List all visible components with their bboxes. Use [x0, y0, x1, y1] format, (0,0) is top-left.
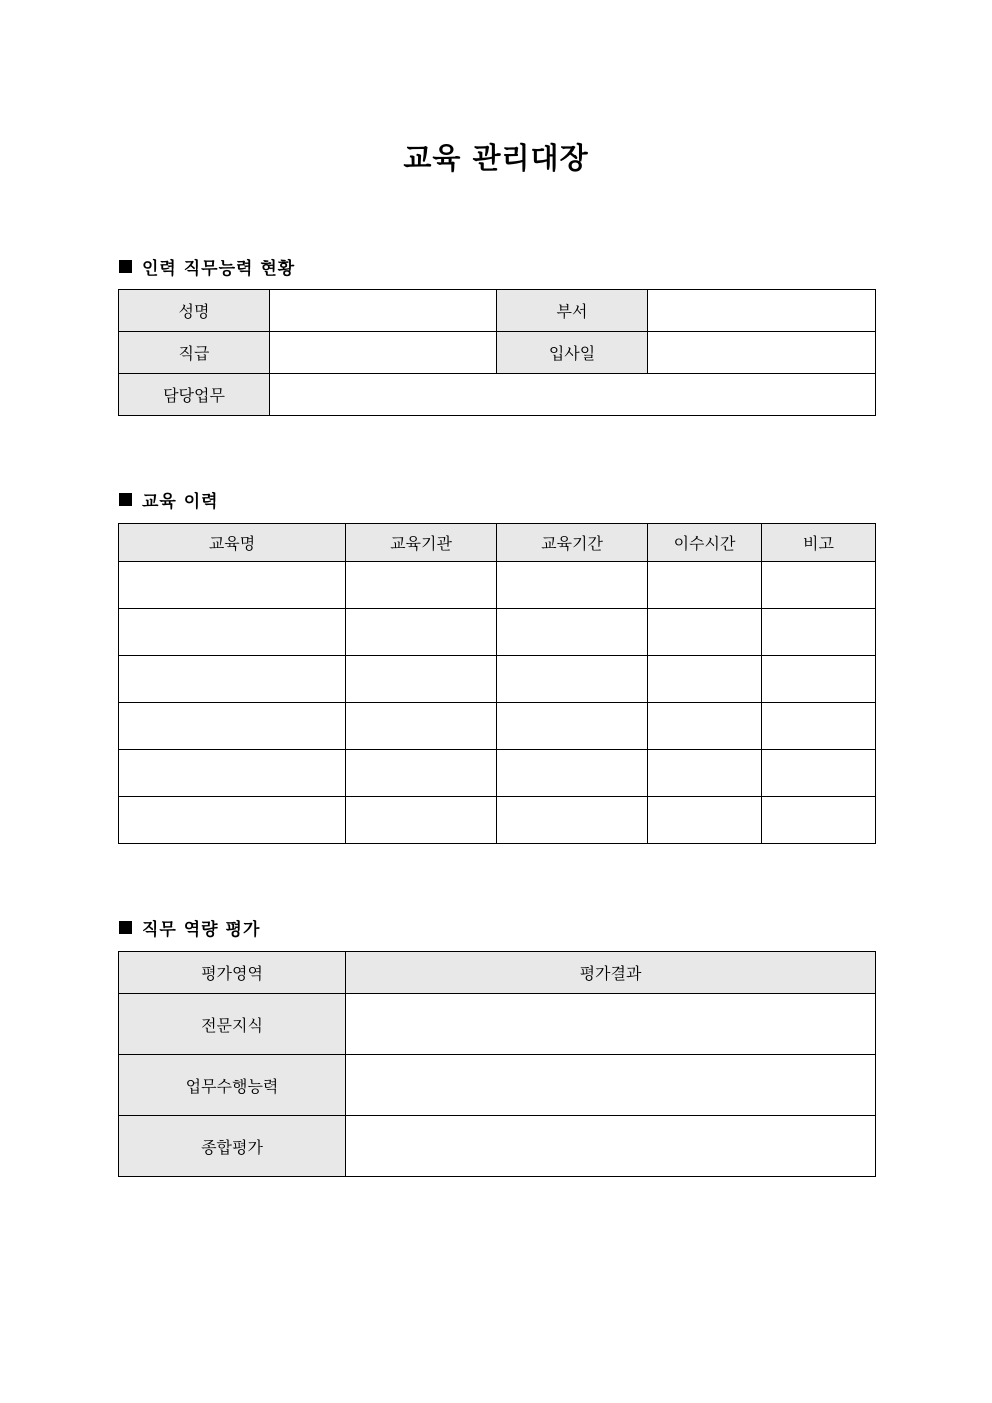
section-heading-staff-competency [119, 254, 295, 279]
evaluation-result-cell[interactable] [346, 994, 876, 1055]
section-heading-label: 직무 역량 평가 [142, 920, 261, 940]
hours-cell[interactable] [648, 656, 762, 703]
hours-cell[interactable] [648, 609, 762, 656]
table-row [119, 1116, 876, 1177]
course-name-cell[interactable] [119, 562, 346, 609]
column-header-remarks: 비고 [762, 524, 876, 562]
institution-cell[interactable] [346, 797, 497, 844]
course-name-cell[interactable] [119, 750, 346, 797]
institution-cell[interactable] [346, 703, 497, 750]
duties-field[interactable] [270, 374, 876, 416]
evaluation-area-label: 전문지식 [119, 994, 346, 1055]
section-heading-competency-evaluation [119, 915, 260, 940]
period-cell[interactable] [497, 797, 648, 844]
evaluation-area-label: 종합평가 [119, 1116, 346, 1177]
remarks-cell[interactable] [762, 797, 876, 844]
course-name-cell[interactable] [119, 797, 346, 844]
remarks-cell[interactable] [762, 703, 876, 750]
course-name-cell[interactable] [119, 656, 346, 703]
hire-date-field[interactable] [648, 332, 876, 374]
position-label: 직급 [119, 332, 270, 374]
period-cell[interactable] [497, 656, 648, 703]
institution-cell[interactable] [346, 656, 497, 703]
hours-cell[interactable] [648, 750, 762, 797]
course-name-cell[interactable] [119, 703, 346, 750]
table-row [119, 703, 876, 750]
hours-cell[interactable] [648, 562, 762, 609]
column-header-evaluation-result: 평가결과 [346, 952, 876, 994]
column-header-course-name: 교육명 [119, 524, 346, 562]
period-cell[interactable] [497, 562, 648, 609]
table-row [119, 750, 876, 797]
period-cell[interactable] [497, 609, 648, 656]
section-heading-training-history [119, 487, 219, 512]
name-field[interactable] [270, 290, 497, 332]
section-heading-label: 교육 이력 [142, 492, 219, 512]
square-bullet-icon [119, 260, 132, 273]
hours-cell[interactable] [648, 703, 762, 750]
column-header-institution: 교육기관 [346, 524, 497, 562]
institution-cell[interactable] [346, 562, 497, 609]
table-row [119, 994, 876, 1055]
section-heading-label: 인력 직무능력 현황 [142, 259, 296, 279]
training-history-table [118, 523, 876, 844]
remarks-cell[interactable] [762, 609, 876, 656]
evaluation-result-cell[interactable] [346, 1116, 876, 1177]
table-row [119, 1055, 876, 1116]
remarks-cell[interactable] [762, 562, 876, 609]
square-bullet-icon [119, 493, 132, 506]
table-row [119, 609, 876, 656]
square-bullet-icon [119, 921, 132, 934]
hours-cell[interactable] [648, 797, 762, 844]
document-title: 교육 관리대장 [403, 141, 589, 175]
column-header-period: 교육기간 [497, 524, 648, 562]
evaluation-result-cell[interactable] [346, 1055, 876, 1116]
staff-info-table [118, 289, 876, 416]
hire-date-label: 입사일 [497, 332, 648, 374]
period-cell[interactable] [497, 703, 648, 750]
institution-cell[interactable] [346, 750, 497, 797]
column-header-evaluation-area: 평가영역 [119, 952, 346, 994]
position-field[interactable] [270, 332, 497, 374]
evaluation-area-label: 업무수행능력 [119, 1055, 346, 1116]
duties-label: 담당업무 [119, 374, 270, 416]
table-row [119, 797, 876, 844]
column-header-hours: 이수시간 [648, 524, 762, 562]
table-row [119, 562, 876, 609]
table-row [119, 656, 876, 703]
remarks-cell[interactable] [762, 750, 876, 797]
department-field[interactable] [648, 290, 876, 332]
period-cell[interactable] [497, 750, 648, 797]
remarks-cell[interactable] [762, 656, 876, 703]
competency-evaluation-table [118, 951, 876, 1177]
department-label: 부서 [497, 290, 648, 332]
institution-cell[interactable] [346, 609, 497, 656]
name-label: 성명 [119, 290, 270, 332]
course-name-cell[interactable] [119, 609, 346, 656]
